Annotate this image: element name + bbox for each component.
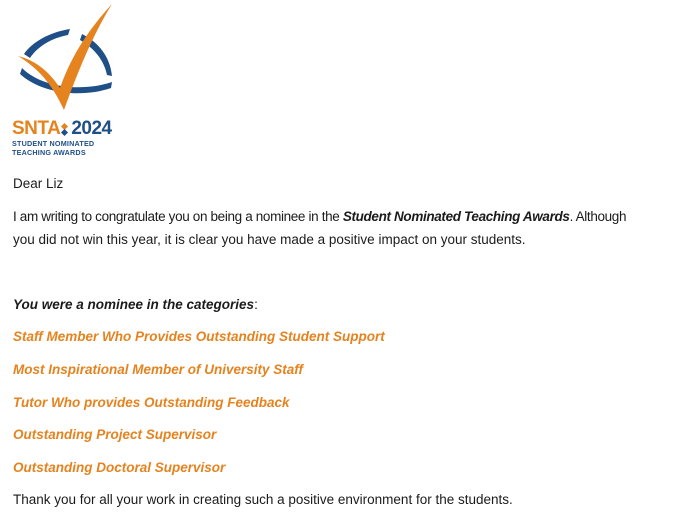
award-name: Student Nominated Teaching Awards	[342, 209, 570, 224]
greeting: Dear Liz	[13, 176, 64, 191]
category-item: Outstanding Project Supervisor	[13, 427, 217, 442]
emblem-orange-check	[18, 4, 112, 110]
intro-text-before: I am writing to congratulate you on being a nominee in the	[13, 209, 343, 224]
snta-2024-logo	[12, 2, 118, 160]
categories-heading-colon: :	[254, 297, 258, 312]
category-item: Tutor Who provides Outstanding Feedback	[13, 395, 290, 410]
logo-title-line	[12, 119, 118, 139]
category-item: Outstanding Doctoral Supervisor	[13, 460, 226, 475]
snta-star-checkmark-emblem	[12, 2, 118, 117]
intro-paragraph-line2: you did not win this year, it is clear you have made a positive impact on your students.	[13, 232, 526, 247]
categories-heading-text: You were a nominee in the categories	[13, 297, 255, 312]
logo-acronym: SNTA	[12, 118, 61, 139]
logo-subtitle-line2: TEACHING AWARDS	[12, 148, 86, 157]
closing-line: Thank you for all your work in creating such a positive environment for the students.	[13, 492, 513, 507]
logo-year: 2024	[71, 118, 112, 139]
logo-wordmark	[12, 119, 118, 157]
category-item: Most Inspirational Member of University Staff	[13, 362, 304, 377]
category-item: Staff Member Who Provides Outstanding Student Support	[13, 329, 385, 344]
emblem-blue-arc-left	[24, 29, 70, 58]
diamond-icon	[62, 124, 67, 135]
intro-paragraph-line1	[13, 208, 626, 226]
blue-diamond-icon	[61, 128, 68, 135]
categories-heading	[13, 296, 258, 314]
logo-subtitle-line1: STUDENT NOMINATED	[12, 139, 95, 148]
intro-text-after: . Although	[569, 209, 627, 224]
